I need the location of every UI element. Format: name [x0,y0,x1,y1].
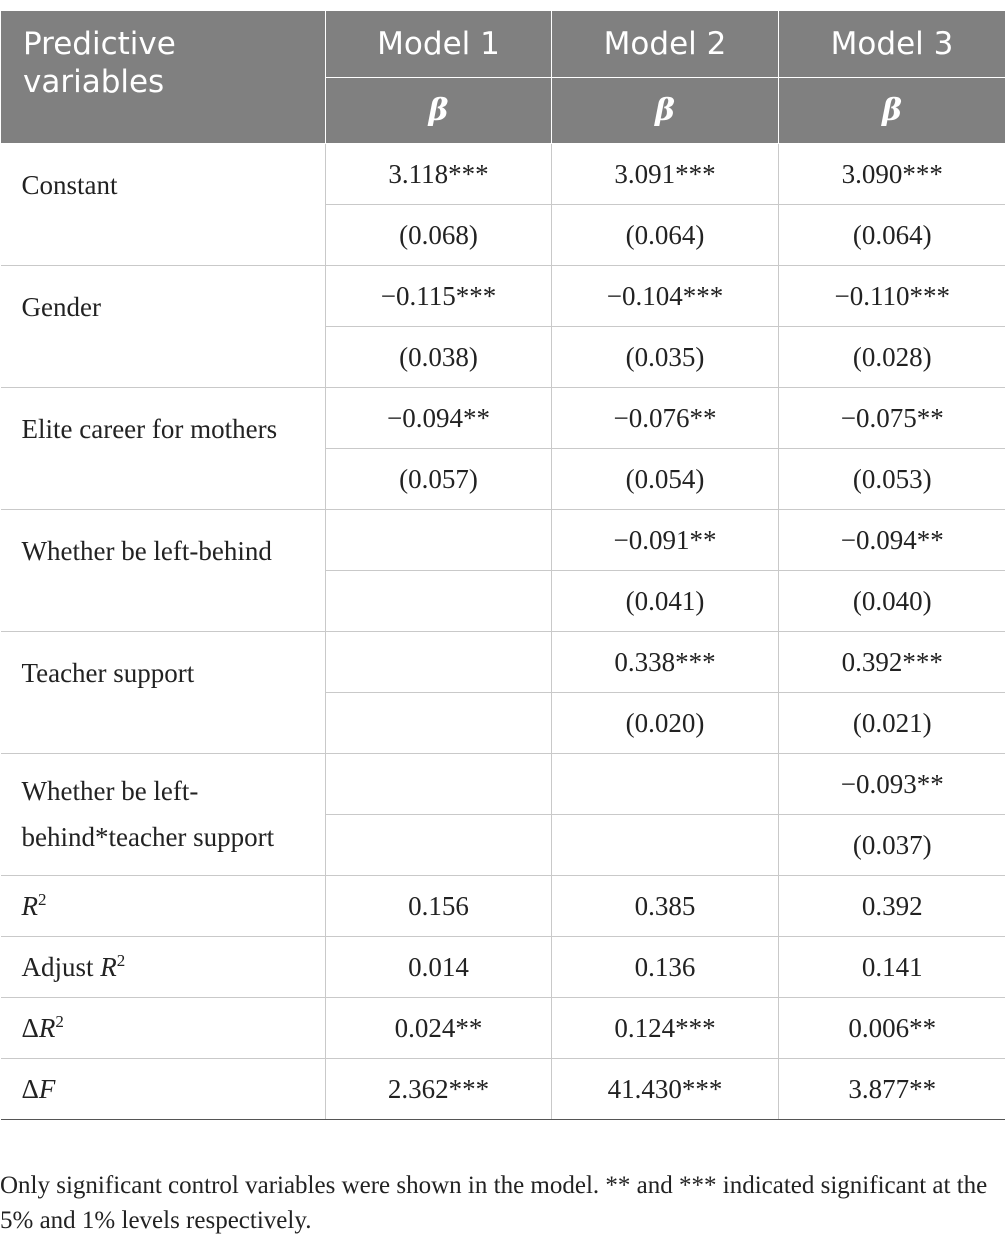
stat-cell: 0.024** [326,998,552,1059]
coef-cell [326,510,552,571]
table-footnote: Only significant control variables were shown in the model. ** and *** indicated significant at the 5% and 1% levels respectively. [0,1172,988,1234]
coef-cell [552,754,779,815]
se-cell: (0.040) [779,571,1005,632]
model-2-header: Model 2 [552,11,779,78]
stat-cell: 0.014 [326,937,552,998]
model-1-header: Model 1 [326,11,552,78]
adjust-r2-sup: 2 [116,951,126,970]
stat-cell: 0.141 [779,937,1005,998]
row-label-adjust-r2 [1,937,326,998]
delta-r2-sup: 2 [55,1012,64,1031]
model-3-header: Model 3 [779,11,1005,78]
delta-symbol: Δ [21,1074,39,1104]
adjust-prefix: Adjust [21,952,101,982]
row-label-elite-career: Elite career for mothers [1,388,326,510]
table-row [1,937,1005,998]
table-row [1,266,1005,327]
se-cell [326,571,552,632]
coef-cell: −0.091** [552,510,779,571]
stat-cell: 2.362*** [326,1059,552,1120]
se-cell: (0.064) [779,205,1005,266]
table-body [1,144,1005,1120]
se-cell: (0.053) [779,449,1005,510]
stat-cell: 0.392 [779,876,1005,937]
adjust-r2-symbol: R [100,952,117,982]
se-cell [326,693,552,754]
row-label-teacher-support: Teacher support [1,632,326,754]
row-label-delta-f [1,1059,326,1120]
coef-cell: −0.094** [326,388,552,449]
model-2-beta-header: β [552,78,779,144]
table-row [1,876,1005,937]
se-cell [326,815,552,876]
coef-cell: −0.076** [552,388,779,449]
delta-symbol: Δ [21,1013,39,1043]
r2-sup: 2 [38,890,47,909]
se-cell: (0.038) [326,327,552,388]
table-row [1,998,1005,1059]
coef-cell [326,754,552,815]
se-cell: (0.054) [552,449,779,510]
se-cell: (0.064) [552,205,779,266]
coef-cell: 3.090*** [779,144,1005,205]
stat-cell: 41.430*** [552,1059,779,1120]
predictive-variables-header: Predictive variables [1,11,326,144]
regression-table [0,10,1005,1120]
coef-cell: 3.118*** [326,144,552,205]
se-cell: (0.068) [326,205,552,266]
row-label-left-behind: Whether be left-behind [1,510,326,632]
coef-cell: −0.093** [779,754,1005,815]
table-row [1,1059,1005,1120]
coef-cell: −0.115*** [326,266,552,327]
coef-cell: −0.094** [779,510,1005,571]
table-row [1,510,1005,571]
row-label-interaction-line-2: behind*teacher support [21,822,275,852]
stat-cell: 0.385 [552,876,779,937]
delta-f-symbol: F [38,1074,56,1104]
row-label-delta-r2 [1,998,326,1059]
se-cell: (0.028) [779,327,1005,388]
coef-cell: 0.392*** [779,632,1005,693]
se-cell: (0.057) [326,449,552,510]
table-row [1,388,1005,449]
se-cell: (0.020) [552,693,779,754]
coef-cell: 0.338*** [552,632,779,693]
se-cell: (0.041) [552,571,779,632]
row-label-interaction-line-1: Whether be left- [21,776,199,806]
model-3-beta-header: β [779,78,1005,144]
row-label-interaction [1,754,326,876]
table-row [1,632,1005,693]
delta-r2-symbol: R [38,1013,56,1043]
coef-cell: −0.110*** [779,266,1005,327]
coef-cell: −0.075** [779,388,1005,449]
coef-cell [326,632,552,693]
row-label-gender: Gender [1,266,326,388]
table-row [1,144,1005,205]
coef-cell: 3.091*** [552,144,779,205]
row-label-r2 [1,876,326,937]
se-cell: (0.035) [552,327,779,388]
se-cell: (0.037) [779,815,1005,876]
stat-cell: 0.136 [552,937,779,998]
table-header [1,11,1005,144]
model-1-beta-header: β [326,78,552,144]
stat-cell: 0.124*** [552,998,779,1059]
table-row [1,754,1005,815]
stat-cell: 0.006** [779,998,1005,1059]
se-cell [552,815,779,876]
se-cell: (0.021) [779,693,1005,754]
coef-cell: −0.104*** [552,266,779,327]
stat-cell: 0.156 [326,876,552,937]
stat-cell: 3.877** [779,1059,1005,1120]
r2-symbol: R [21,891,38,921]
row-label-constant: Constant [1,144,326,266]
